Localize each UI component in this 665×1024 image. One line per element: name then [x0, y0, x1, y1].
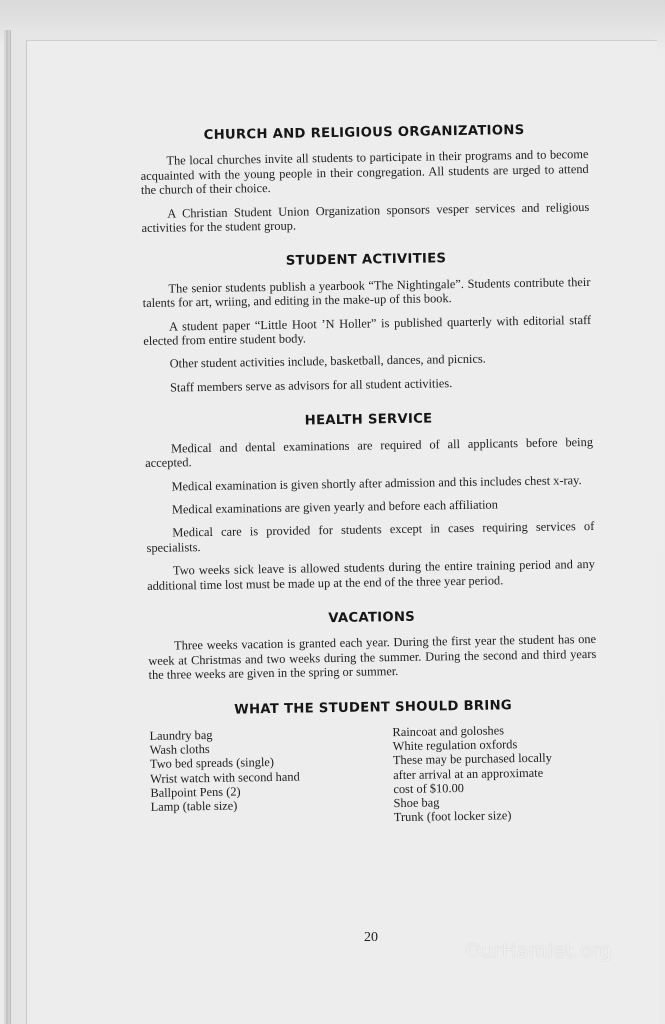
page-number: 20 [364, 930, 378, 945]
vacations-paragraph: Three weeks vacation is granted each year. During the first year the student has one week at Christmas and two weeks during the summer. During the second and third years the three weeks are given in the spring or summer. [148, 632, 597, 683]
section-what-to-bring [149, 697, 599, 828]
bring-list-right [392, 722, 599, 825]
activities-paragraph: Other student activities include, basketball, dances, and picnics. [169, 352, 486, 372]
heading-church: CHURCH AND RELIGIOUS ORGANIZATIONS [203, 122, 525, 143]
activities-paragraph: Staff members serve as advisors for all student activities. [169, 376, 453, 395]
page-content [140, 123, 599, 850]
health-paragraph: Medical examinations are given yearly and before each affiliation [171, 497, 498, 517]
watermark: OurHamlet.org [466, 940, 613, 962]
health-paragraph: Medical and dental examinations are required of all applicants before being accepted. [145, 434, 594, 471]
list-item: Trunk (foot locker size) [393, 808, 512, 825]
list-item: White regulation oxfords [392, 737, 518, 754]
church-paragraph: The local churches invite all students to participate in their programs and to become acquainted with the young people in their congregation. All students are urged to attend the church of their choice. [140, 147, 589, 198]
section-health-service [145, 410, 596, 593]
list-item: These may be purchased locally [392, 750, 552, 768]
list-item: Two bed spreads (single) [149, 755, 275, 772]
heading-what-to-bring: WHAT THE STUDENT SHOULD BRING [234, 697, 513, 718]
health-paragraph: Medical care is provided for students except in cases requiring services of specialists. [146, 519, 595, 555]
list-item: Ballpoint Pens (2) [150, 784, 241, 800]
list-item: Raincoat and goloshes [392, 723, 505, 740]
heading-student-activities: STUDENT ACTIVITIES [285, 251, 447, 270]
list-item: Shoe bag [393, 795, 440, 811]
list-item: Laundry bag [149, 727, 213, 743]
activities-paragraph: A student paper “Little Hoot ’N Holler” is published quarterly with editorial staff elected from entire student body. [143, 312, 592, 349]
section-student-activities [142, 250, 592, 395]
list-item: Wash cloths [149, 742, 210, 758]
section-church [140, 123, 590, 235]
list-item: cost of $10.00 [393, 780, 465, 796]
church-paragraph: A Christian Student Union Organization sponsors vesper services and religious activities for the student group. [141, 199, 590, 236]
bring-list [149, 722, 599, 828]
health-paragraph: Two weeks sick leave is allowed students during the entire training period and any additional time lost must be made up at the end of the three year period. [147, 557, 595, 593]
list-item: after arrival at an approximate [393, 765, 544, 782]
activities-paragraph: The senior students publish a yearbook “The Nightingale”. Students contribute their talents for art, wriing, and editing in the make-up of this book. [142, 274, 591, 311]
list-item: Lamp (table size) [150, 798, 238, 814]
list-item: Wrist watch with second hand [150, 769, 300, 786]
heading-vacations: VACATIONS [328, 609, 416, 627]
bring-list-left [149, 726, 356, 829]
section-vacations [148, 608, 597, 683]
heading-health-service: HEALTH SERVICE [304, 411, 433, 429]
health-paragraph: Medical examination is given shortly after admission and this includes chest x-ray. [171, 472, 582, 494]
